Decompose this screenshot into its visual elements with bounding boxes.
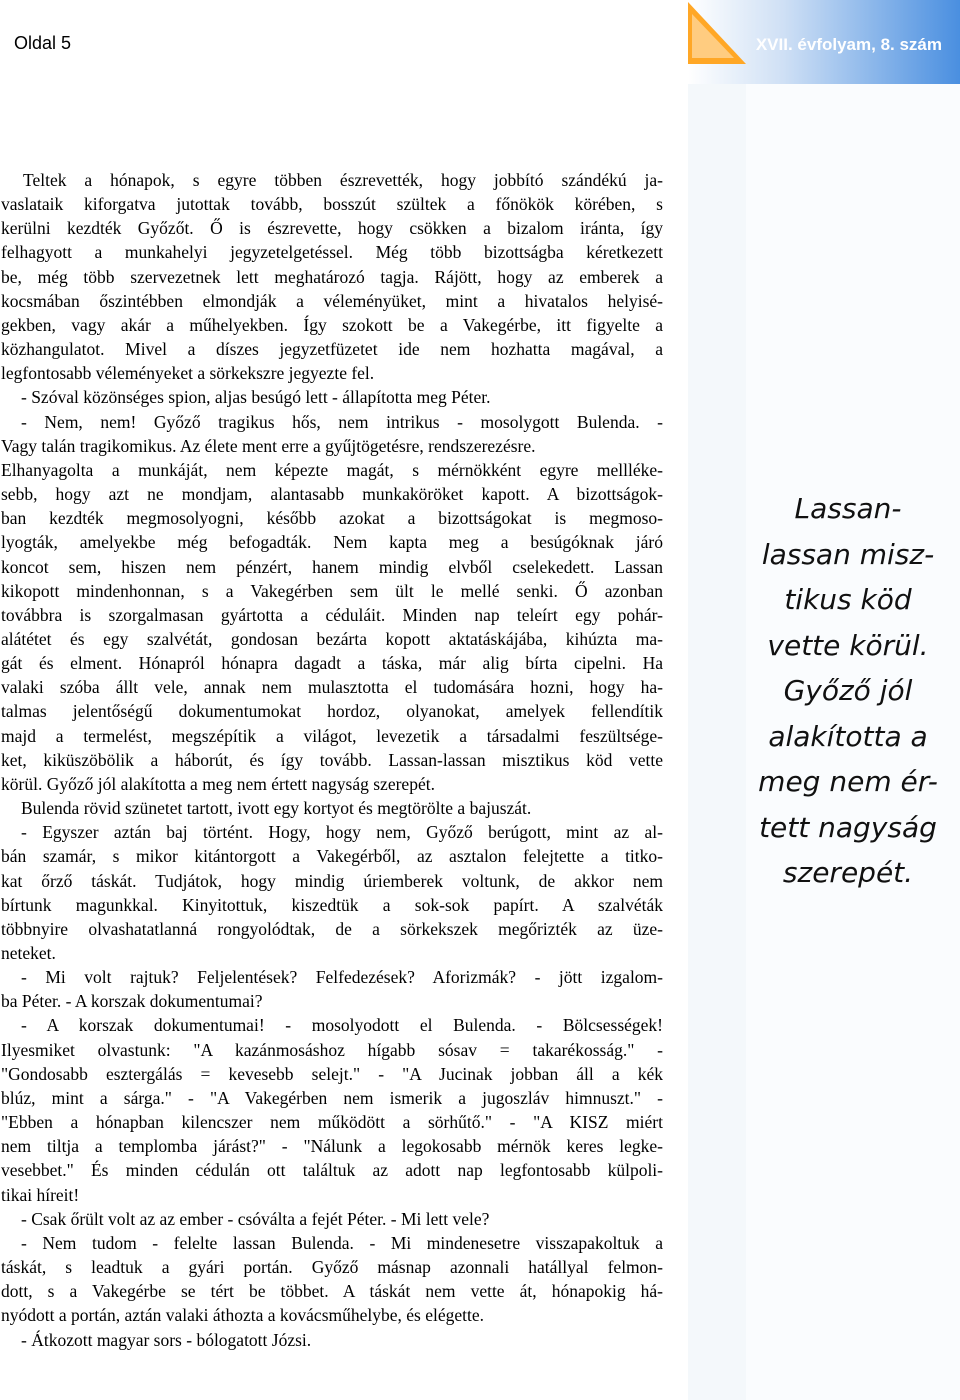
text-line: majd a termelést, megszépítik a világot, levezetik a társadalmi feszültsége-	[1, 725, 663, 746]
pull-quote	[736, 486, 960, 896]
text-line: - Nem tudom - felelte lassan Bulenda. - Mi mindenesetre visszapakoltuk a	[21, 1232, 663, 1253]
text-line: kerülni kezdték Győzőt. Ő is észrevette, hogy csökken a bizalom iránta, így	[1, 218, 663, 239]
pull-quote-line: tett nagyság	[759, 810, 937, 844]
text-line: kocsmában őszintébben elmondják a véleményüket, mint a hivatalos helyisé-	[1, 290, 663, 311]
text-line: vaslataik kiforgatva jutottak tovább, bosszút szültek a főnökök körében, s	[1, 194, 663, 215]
text-line: koncot sem, hiszen nem pénzért, hanem mindig elvből cselekedett. Lassan	[1, 556, 663, 577]
pull-quote-line: lassan misz-	[761, 537, 935, 571]
text-line: Elhanyagolta a munkáját, nem képezte magát, s mérnökként egyre mellléke-	[1, 459, 663, 480]
text-line: ket, kiküszöbölik a háborút, és így tovább. Lassan-lassan misztikus köd vette	[1, 749, 663, 770]
text-line: gát és elment. Hónapról hónapra dagadt a táska, már alig bírta cipelni. Ha	[1, 653, 663, 674]
text-line: Bulenda rövid szünetet tartott, ivott egy kortyot és megtörölte a bajuszát.	[21, 798, 532, 819]
text-line: Teltek a hónapok, s egyre többen észrevették, hogy jobbító szándékú ja-	[23, 170, 663, 190]
text-line: neteket.	[1, 943, 56, 963]
pull-quote-line: alakította a	[768, 719, 928, 753]
text-line: valaki szóba állt vele, annak nem mulasztotta el tudomására hozni, hogy ha-	[1, 677, 663, 698]
text-line: - Egyszer aztán baj történt. Hogy, hogy nem, Győző berúgott, mint az al-	[21, 822, 663, 843]
text-line: vesebbet." És minden cédulán ott találtuk az adott nap legfontosabb külpoli-	[1, 1160, 663, 1181]
text-line: be, még több szervezetnek lett meghatározó tagja. Rájött, hogy az emberek a	[1, 266, 663, 287]
text-line: "Gondosabb esztergálás = kevesebb selejt." - "A Jucinak jobban áll a kék	[1, 1063, 663, 1084]
text-line: Vagy talán tragikomikus. Az élete ment erre a gyűjtögetésre, rendszerezésre.	[1, 435, 536, 456]
text-line: kat őrző táskát. Tudjátok, hogy mindig úriemberek voltunk, de akkor nem	[1, 870, 663, 891]
paragraph	[1, 965, 663, 1013]
text-line: tikai híreit!	[1, 1184, 80, 1205]
text-line: bán szamár, s mikor kitántorgott a Vakegérből, az asztalon felejtette a titko-	[1, 846, 663, 867]
text-line: Ilyesmiket olvastunk: "A kazánmosáshoz hígabb sósav = takarékosság." -	[1, 1039, 663, 1060]
text-line: - Nem, nem! Győző tragikus hős, nem intrikus - mosolygott Bulenda. -	[21, 411, 663, 432]
pull-quote-line: vette körül.	[767, 628, 929, 662]
text-line: - A korszak dokumentumai! - mosolyodott el Bulenda. - Bölcsességek!	[21, 1015, 663, 1036]
text-line: továbbra is szorgalmasan gyártotta a céduláit. Minden nap teleírt egy pohár-	[1, 604, 663, 625]
pull-quote-line: Lassan-	[794, 492, 902, 525]
pull-quote-line: szerepét.	[782, 856, 914, 889]
text-line: ba Péter. - A korszak dokumentumai?	[1, 991, 263, 1012]
text-line: - Szóval közönséges spion, aljas besúgó lett - állapította meg Péter.	[21, 387, 491, 408]
text-line: ban kezdték megmosolyogni, később azokat a bizottságokat is megmoso-	[1, 508, 663, 529]
paragraph	[1, 1207, 663, 1231]
text-line: lyogták, amelyekbe még befogadták. Nem kapta meg a besúgóknak járó	[1, 532, 663, 553]
text-line: nem tiltja a templomba járást?" - "Nálunk a legokosabb mérnök keres legke-	[1, 1136, 663, 1157]
text-line: táskát, s leadtuk a gyári portán. Győző másnap azonnali hatállyal felmon-	[1, 1257, 663, 1278]
pull-quote-line: meg nem ér-	[758, 765, 938, 798]
text-line: kikopott mindenhonnan, s a Vakegérben sem ült le mellé senki. Ő azonban	[1, 580, 663, 601]
paragraph	[1, 820, 663, 965]
issue-label: XVII. évfolyam, 8. szám	[755, 35, 942, 54]
text-line: legfontosabb véleményeket a sörkekszre jegyezte fel.	[1, 363, 375, 384]
text-line: alátétet és egy szalvétát, gondosan bezárta kopott aktatáskájába, kihúzta ma-	[1, 628, 663, 649]
paragraph	[1, 796, 663, 820]
text-line: bírtunk magunkkal. Kinyitottuk, kiszedtük a sok-sok papírt. A szalvéták	[1, 894, 663, 915]
text-line: felhagyott a munkahelyi jegyzetelgetéssel. Még több bizottságba kéretkezett	[1, 242, 663, 263]
text-line: körül. Győző jól alakította a meg nem értett nagyság szerepét.	[1, 773, 435, 794]
pull-quote-line: Győző jól	[783, 674, 913, 707]
text-line: "Ebben a hónapban kilencszer nem működött a sörhűtő." - "A KISZ miért	[1, 1112, 663, 1133]
page-number: Oldal 5	[14, 33, 72, 53]
paragraph	[1, 1013, 663, 1206]
text-line: - Mi volt rajtuk? Feljelentések? Felfedezések? Aforizmák? - jött izgalom-	[21, 967, 663, 988]
pull-quote-line: tikus köd	[784, 583, 912, 616]
article-body	[1, 168, 663, 1352]
paragraph	[1, 168, 663, 385]
text-line: - Csak őrült volt az az ember - csóválta a fejét Péter. - Mi lett vele?	[21, 1208, 490, 1229]
text-line: talmas jelentőségű dokumentumokat hordoz, olyanokat, amelyek fellendítik	[1, 701, 663, 722]
paragraph	[1, 385, 663, 409]
text-line: dott, s a Vakegérbe se tért be többet. A táskát nem vette át, hónapokig há-	[1, 1281, 663, 1302]
text-line: blúz, mint a sárga." - "A Vakegérben nem ismerik a jugoszláv himnuszt." -	[1, 1087, 663, 1108]
paragraph	[1, 1328, 663, 1352]
text-line: nyódott a portán, aztán valaki áthozta a kovácsműhelybe, és elégette.	[1, 1305, 485, 1326]
text-line: közhangulatot. Mivel a díszes jegyzetfüzetet ide nem hozhatta magával, a	[1, 339, 663, 360]
text-line: többnyire olvashatatlanná rongyolódtak, de a sörkekszek megőrizték az üze-	[1, 918, 663, 939]
paragraph	[1, 410, 663, 797]
text-line: - Átkozott magyar sors - bólogatott Józsi.	[21, 1329, 312, 1350]
paragraph	[1, 1231, 663, 1328]
text-line: gekben, vagy akár a műhelyekben. Így szokott be a Vakegérbe, itt figyelte a	[1, 314, 663, 335]
text-line: sebb, hogy azt ne mondjam, alantasabb munkaköröket kapott. A bizottságok-	[1, 484, 663, 505]
